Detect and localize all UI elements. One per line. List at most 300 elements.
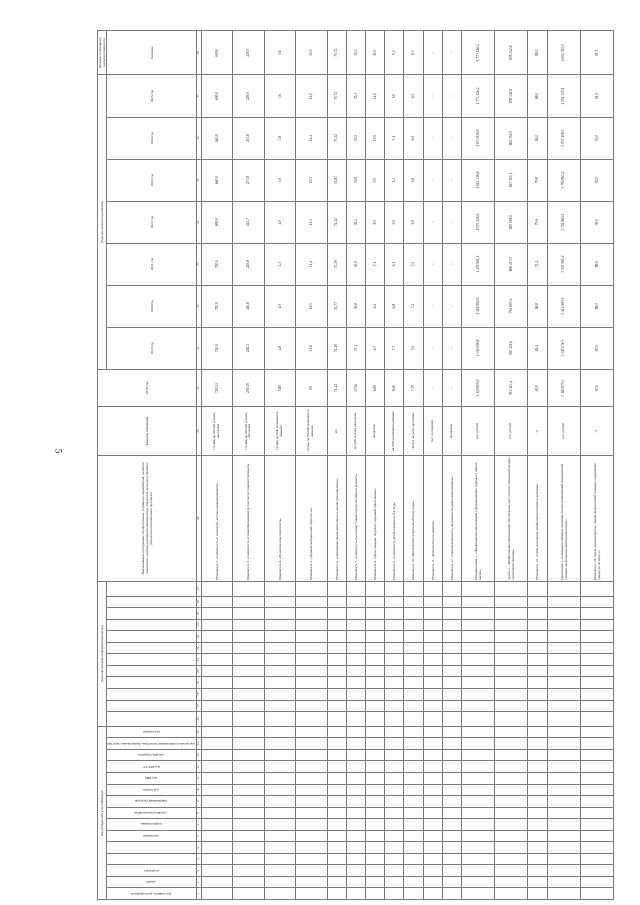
code-cell [201,608,232,620]
code-cell [580,830,613,842]
year-value: 808 217,0 [495,243,528,285]
column-index: 37 [196,75,201,117]
year-header: 2022 год [107,201,197,243]
year-value: 660,0 [201,159,232,201]
year-value: - [442,201,461,243]
code-cell [327,688,346,700]
code-cell [423,665,442,677]
code-cell [462,712,495,727]
code-cell [404,772,423,784]
code-cell [580,631,613,643]
code-cell [385,665,404,677]
code-cell [264,654,295,666]
column-index: 1 [196,888,201,900]
code-cell [264,608,295,620]
code-cell [462,853,495,865]
code-cell [404,726,423,738]
code-cell [404,642,423,654]
code-cell [201,642,232,654]
code-cell [233,807,264,819]
code-col-header [107,761,197,773]
year-header: 2025 год [107,75,197,117]
year-value: 90,0 [580,201,613,243]
column-index: 21 [196,654,201,666]
code-cell [201,819,232,831]
base-value: 1 420 809,5 [462,369,495,407]
base-value: 65,9 [528,369,547,407]
code-cell [495,665,528,677]
year-value: 72,4 [528,243,547,285]
year-value: 237,8 [233,159,264,201]
code-cell [580,865,613,877]
code-cell [547,749,580,761]
column-index: 3 [196,865,201,877]
code-cell [385,688,404,700]
code-cell [346,642,365,654]
code-cell [528,581,547,596]
column-index: 2 [196,876,201,888]
code-cell [462,749,495,761]
code-cell [495,712,528,727]
code-cell [495,677,528,689]
code-cell [547,888,580,900]
code-cell [442,749,461,761]
year-value: 72,77 [327,285,346,327]
code-cell [346,581,365,596]
fin-code-col-header [107,581,197,596]
code-cell [201,888,232,900]
code-cell [495,581,528,596]
code-cell [296,830,327,842]
final-value: 3,6 [264,31,295,75]
code-cell [404,608,423,620]
code-cell [547,865,580,877]
unit-cell: процентов [442,407,461,455]
code-cell [233,677,264,689]
code-cell [233,761,264,773]
code-cell [346,819,365,831]
code-cell [528,665,547,677]
code-cell [365,712,384,727]
year-value: 248,1 [233,327,264,369]
year-value: 6,2 [365,285,384,327]
code-cell [462,665,495,677]
code-cell [346,876,365,888]
code-cell [547,688,580,700]
base-value: 3 484 875,3 [547,369,580,407]
code-cell [346,749,365,761]
code-cell [201,654,232,666]
base-value: - [442,369,461,407]
code-cell [495,596,528,608]
column-index: 6 [196,830,201,842]
code-cell [442,642,461,654]
code-cell [201,796,232,808]
table-row [327,31,346,900]
code-cell [327,738,346,750]
year-value: 1 336 098,8 [462,327,495,369]
year-value: 3,9 [264,159,295,201]
code-cell [442,784,461,796]
code-cell [495,830,528,842]
code-cell [264,853,295,865]
code-cell [296,853,327,865]
code-cell [528,688,547,700]
code-cell [201,772,232,784]
unit-cell: на 1000 человек населения [346,407,365,455]
code-col-header [107,888,197,900]
code-cell [580,842,613,854]
code-col-header [107,842,197,854]
code-cell [365,796,384,808]
code-cell [528,796,547,808]
indicator-name: Программа 2. «Совершенствование оказания специализированной медицинской помощи, включая высокотехнологичную» [547,455,580,581]
code-cell [365,738,384,750]
code-cell [404,865,423,877]
code-cell [296,596,327,608]
column-index: 7 [196,819,201,831]
code-cell [495,772,528,784]
code-col-label: код вида бюджета [138,753,164,758]
code-cell [462,619,495,631]
code-cell [404,654,423,666]
final-value: 11,0 [365,31,384,75]
column-index: 24 [196,619,201,631]
unit-cell: литров на душу населения [404,407,423,455]
code-cell [547,830,580,842]
code-cell [385,596,404,608]
code-cell [365,876,384,888]
column-index: 28 [196,455,201,581]
years-group-header: Годы реализации программы [98,75,107,369]
code-cell [346,888,365,900]
year-value: 246,8 [233,285,264,327]
column-index: 22 [196,642,201,654]
year-value: - [423,243,442,285]
code-cell [233,712,264,727]
unit-cell: случаев на 1000 родившихся живыми [264,407,295,455]
year-value: 11,0 [365,75,384,117]
code-cell [296,608,327,620]
year-value: 6,3 [404,75,423,117]
code-cell [580,581,613,596]
code-cell [423,738,442,750]
code-cell [201,749,232,761]
unit-cell: лет [327,407,346,455]
code-cell [580,654,613,666]
year-value: 780 321,6 [495,327,528,369]
code-col-header [107,784,197,796]
year-value: 7,1 [365,243,384,285]
code-cell [264,796,295,808]
code-cell [580,876,613,888]
code-cell [264,677,295,689]
year-value: 5,0 [385,75,404,117]
code-cell [404,581,423,596]
code-cell [296,642,327,654]
year-value: 1 773 126,2 [462,75,495,117]
code-cell [296,665,327,677]
code-cell [423,784,442,796]
final-value: 12,0 [296,31,327,75]
code-cell [365,688,384,700]
code-col-header [107,772,197,784]
year-value: 3 933 108,5 [547,117,580,159]
code-cell [385,712,404,727]
code-cell [528,888,547,900]
indicator-name: Показатель 7. «Смертность населения старше трудоспособного возраста» [346,455,365,581]
code-cell [385,608,404,620]
code-cell [365,665,384,677]
column-index: 4 [196,853,201,865]
code-cell [528,784,547,796]
code-cell [495,876,528,888]
year-value: 87,0 [580,327,613,369]
code-cell [233,581,264,596]
fin-code-col-header [107,677,197,689]
code-cell [385,631,404,643]
code-cell [201,807,232,819]
code-cell [423,726,442,738]
code-cell [201,712,232,727]
indicator-name: Показатель 5. «Уровень материнской смертности» [296,455,327,581]
code-cell [580,726,613,738]
year-value: 4,0 [264,201,295,243]
code-cell [423,631,442,643]
final-value: 4 001 325,1 [547,31,580,75]
year-value: 11,3 [296,201,327,243]
code-cell [580,642,613,654]
code-cell [264,761,295,773]
code-cell [580,819,613,831]
unit-cell: процентов [365,407,384,455]
year-value: 91,0 [580,117,613,159]
code-cell [580,619,613,631]
unit-cell: тыс. рублей [495,407,528,455]
year-header: 2020 год [107,285,197,327]
code-cell [385,842,404,854]
column-index: 18 [196,688,201,700]
code-cell [404,842,423,854]
code-cell [365,842,384,854]
code-cell [201,665,232,677]
code-cell [462,784,495,796]
year-value: 90,5 [580,159,613,201]
code-cell [404,784,423,796]
code-cell [296,738,327,750]
code-cell [580,596,613,608]
code-cell [528,853,547,865]
column-index: 8 [196,807,201,819]
code-cell [201,726,232,738]
code-cell [442,819,461,831]
year-value: - [423,327,442,369]
code-cell [547,772,580,784]
code-cell [327,819,346,831]
code-cell [365,700,384,712]
code-cell [547,712,580,727]
code-cell [264,772,295,784]
code-cell [423,865,442,877]
code-cell [346,853,365,865]
base-year-header: 2018 год [98,369,197,407]
table-row [385,31,404,900]
code-cell [462,761,495,773]
final-value: 600,0 [201,31,232,75]
code-cell [547,677,580,689]
year-value: 88,0 [528,75,547,117]
base-value: 0,0 [296,369,327,407]
base-value: 87,6 [580,369,613,407]
code-cell [385,819,404,831]
base-value: 5,80 [264,369,295,407]
year-value: 6,9 [404,201,423,243]
code-cell [346,608,365,620]
code-cell [547,700,580,712]
code-cell [547,665,580,677]
year-value: 75,32 [327,117,346,159]
code-cell [423,619,442,631]
fin-code-col-header [107,631,197,643]
year-value: 79,8 [528,159,547,201]
code-cell [404,738,423,750]
year-value: 11,5 [296,285,327,327]
year-value: 243,7 [233,201,264,243]
code-col-label: код главного распорядителя [130,891,172,896]
fin-code-col-header [107,608,197,620]
indicator-name: Показатель 3. «Смертность от новообразований (в том числе злокачественных)» [233,455,264,581]
year-value: 7,2 [404,243,423,285]
code-cell [442,830,461,842]
code-cell [423,807,442,819]
code-cell [442,853,461,865]
year-value: 4,3 [264,243,295,285]
code-cell [528,596,547,608]
code-cell [580,888,613,900]
code-cell [264,700,295,712]
code-cell [580,761,613,773]
code-cell [580,772,613,784]
code-cell [462,688,495,700]
code-cell [442,865,461,877]
code-cell [404,830,423,842]
code-cell [264,784,295,796]
year-value: 847 319,1 [495,159,528,201]
code-cell [385,888,404,900]
code-cell [528,631,547,643]
year-value: 245,8 [233,243,264,285]
code-cell [201,876,232,888]
code-cell [296,726,327,738]
year-value: 794 697,4 [495,285,528,327]
code-cell [346,700,365,712]
code-col-label: подраздел [143,868,159,873]
year-value: 4 001 325,1 [547,75,580,117]
base-value: 6,80 [365,369,384,407]
code-cell [442,842,461,854]
code-cell [327,796,346,808]
code-cell [495,761,528,773]
final-value: 6,3 [404,31,423,75]
year-value: 3 792 863,2 [547,159,580,201]
code-cell [296,619,327,631]
code-cell [346,761,365,773]
year-value: 65,4 [528,327,547,369]
final-value: 88,0 [528,31,547,75]
code-cell [462,842,495,854]
code-cell [547,642,580,654]
code-cell [442,631,461,643]
code-cell [327,749,346,761]
code-cell [296,677,327,689]
code-cell [580,712,613,727]
base-value: 729,21 [201,369,232,407]
code-cell [462,876,495,888]
base-value: 8,26 [385,369,404,407]
code-cell [528,830,547,842]
code-cell [495,700,528,712]
code-cell [385,749,404,761]
code-cell [547,738,580,750]
code-cell [201,853,232,865]
code-cell [442,738,461,750]
code-cell [346,596,365,608]
code-cell [462,726,495,738]
code-cell [233,784,264,796]
code-cell [547,596,580,608]
year-value: 75,6 [528,201,547,243]
code-cell [327,830,346,842]
column-index: 11 [196,772,201,784]
code-col-header [107,738,197,750]
code-col-label: основное мероприятие [134,810,168,815]
code-cell [385,700,404,712]
code-cell [547,608,580,620]
year-value: 75,72 [327,75,346,117]
code-cell [365,772,384,784]
code-cell [404,596,423,608]
code-cell [462,700,495,712]
code-cell [442,677,461,689]
indicator-name: Показатель 6. «Ожидаемая продолжительность жизни при рождении» [327,455,346,581]
code-cell [495,608,528,620]
final-value: 878 342,8 [495,31,528,75]
code-cell [423,596,442,608]
code-cell [580,807,613,819]
code-cell [528,761,547,773]
code-cell [442,761,461,773]
final-value: 5,0 [385,31,404,75]
column-index: 36 [196,117,201,159]
code-col-label: направление расходов [135,799,167,804]
code-cell [346,654,365,666]
code-cell [442,581,461,596]
code-cell [462,608,495,620]
unit-header: Единица измерения [98,407,197,455]
unit-cell: % [580,407,613,455]
code-cell [423,853,442,865]
code-cell [201,581,232,596]
code-cell [264,712,295,727]
code-cell [528,654,547,666]
final-value: - [423,31,442,75]
code-cell [385,807,404,819]
code-cell [296,876,327,888]
code-cell [264,642,295,654]
code-cell [404,819,423,831]
code-cell [365,784,384,796]
code-cell [528,876,547,888]
